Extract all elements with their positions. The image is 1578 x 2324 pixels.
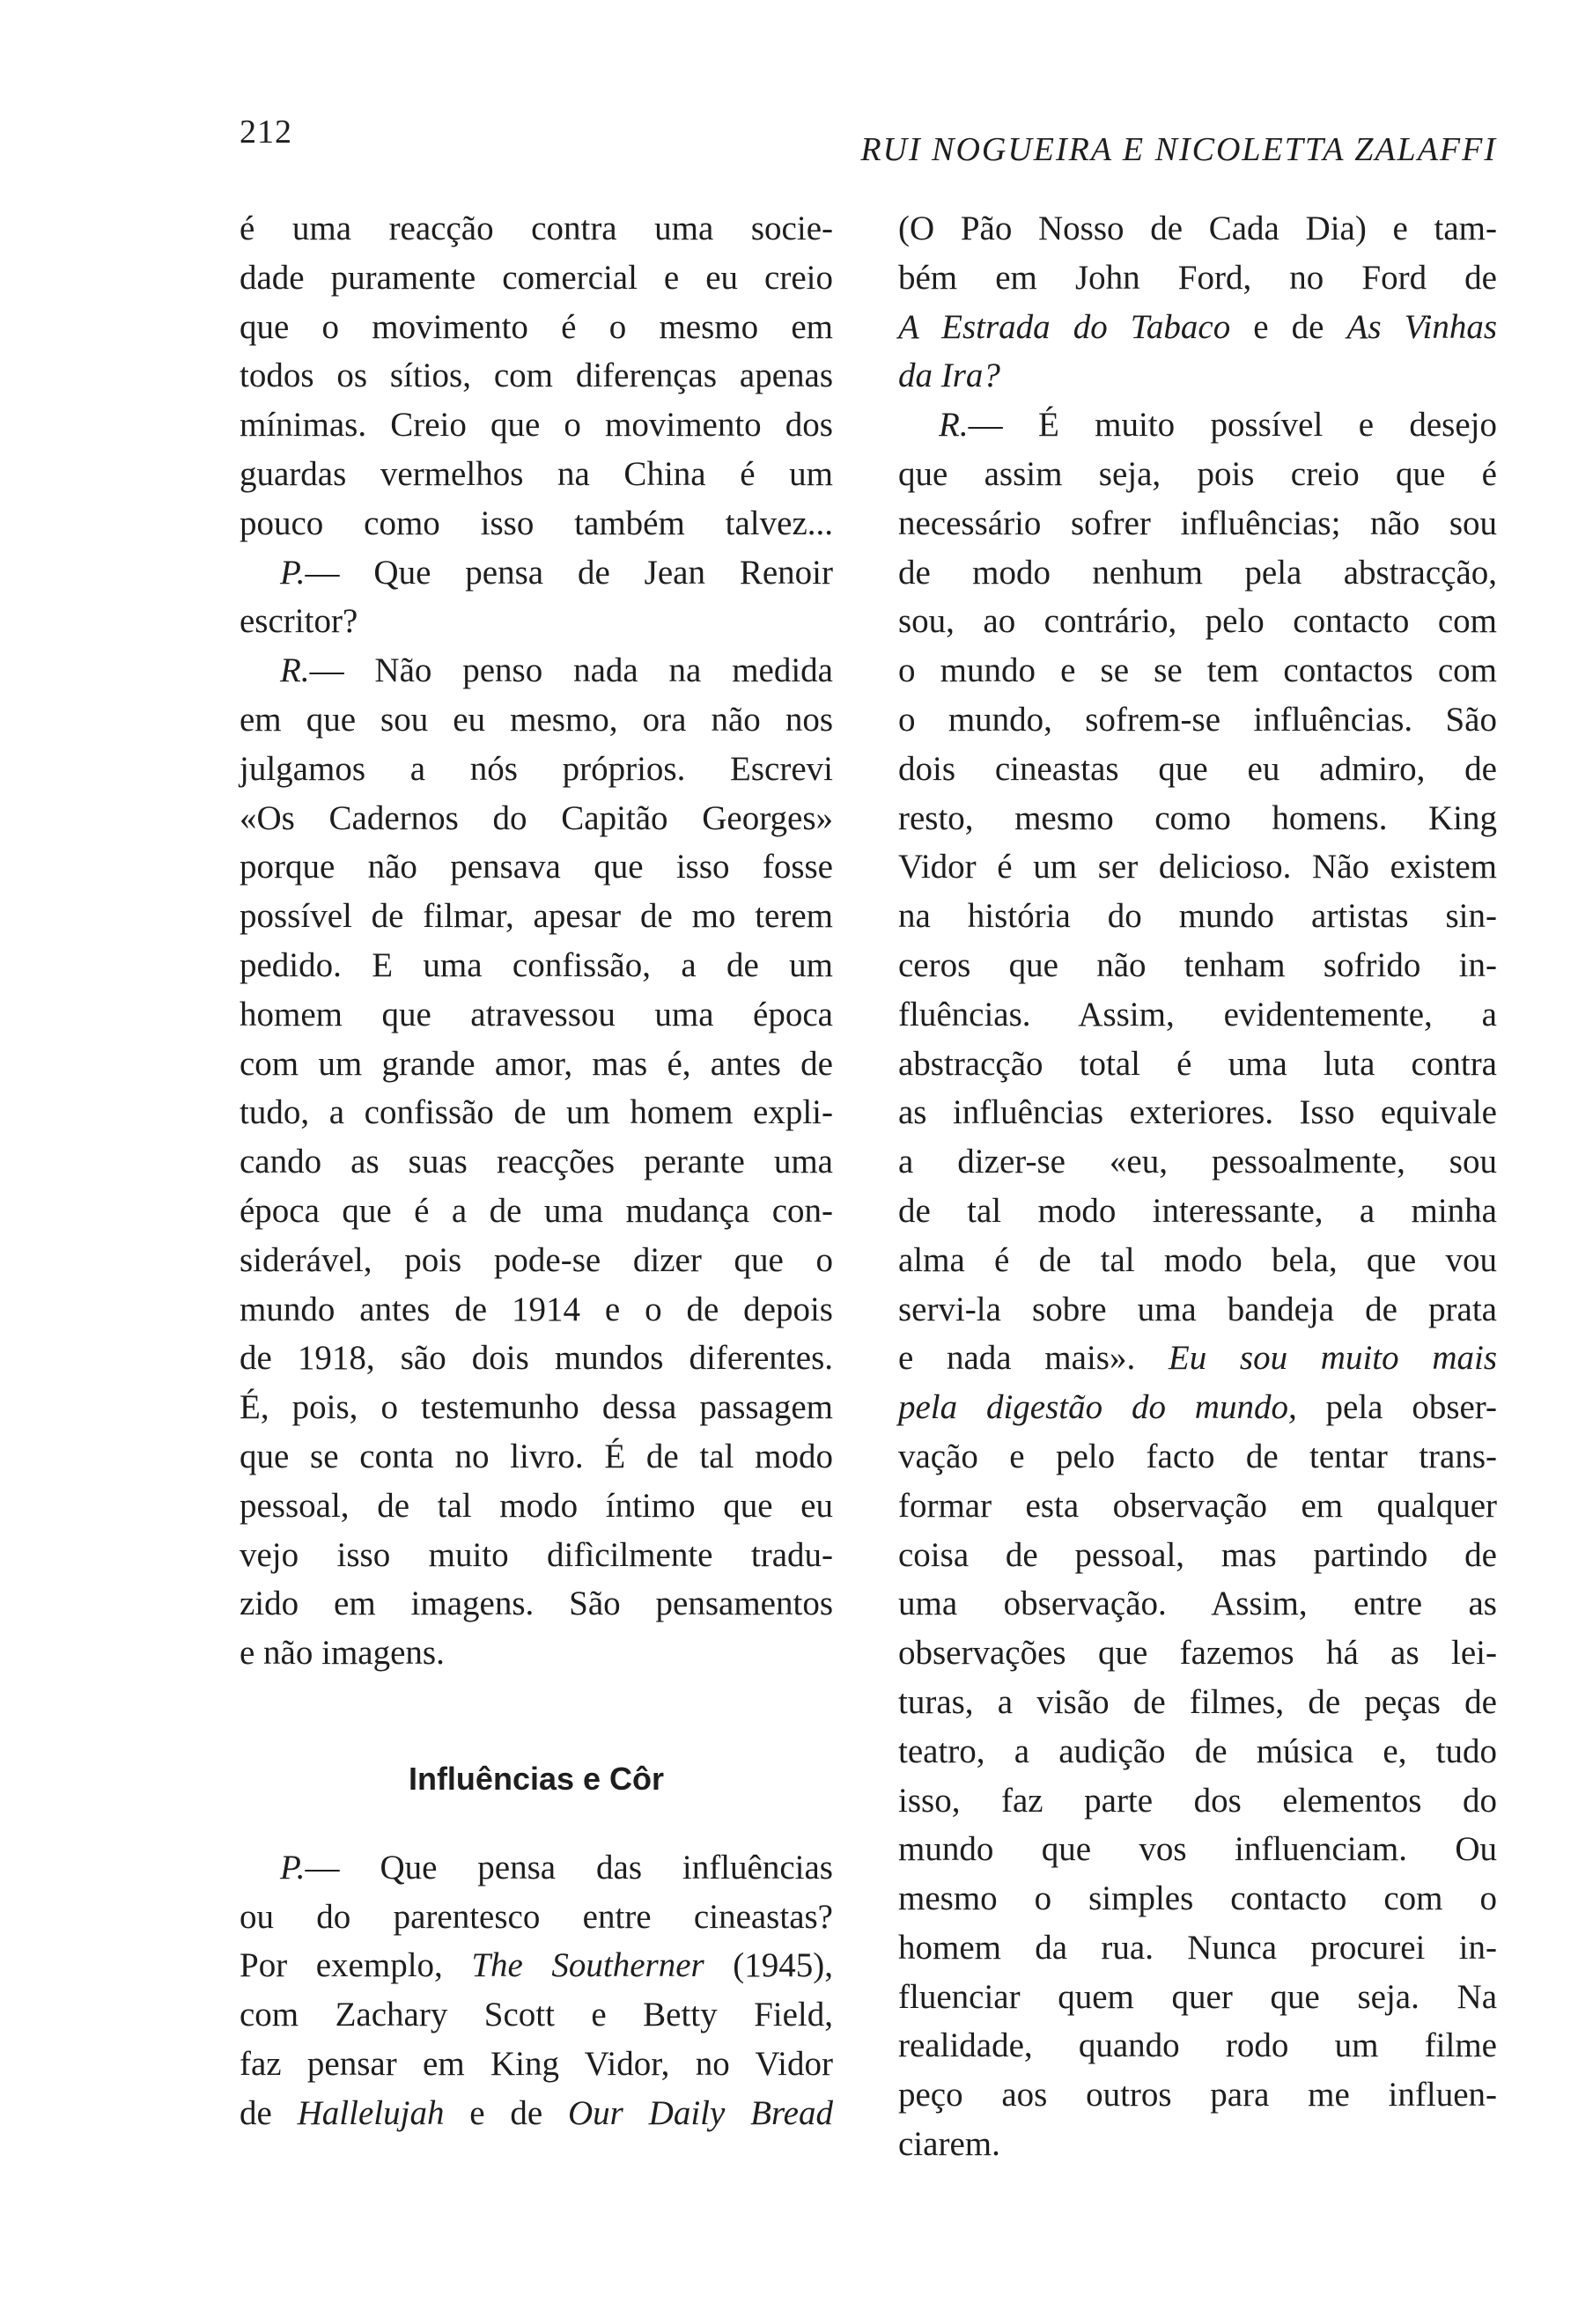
text-line: ou do parentesco entre cineastas? <box>240 1897 833 1936</box>
text-line <box>898 303 1497 352</box>
text-line: uma observação. Assim, entre as <box>898 1585 1497 1623</box>
text-line <box>898 1383 1497 1432</box>
text-line: zido em imagens. São pensamentos <box>240 1585 833 1623</box>
page-number: 212 <box>240 114 292 151</box>
text-line: cando as suas reacções perante uma <box>240 1143 833 1181</box>
text-line: a dizer-se «eu, pessoalmente, sou <box>898 1143 1497 1181</box>
film-title: Our Daily Bread <box>568 2093 833 2132</box>
text-line: época que é a de uma mudança con- <box>240 1191 833 1230</box>
film-title: A Estrada do Tabaco <box>898 307 1231 346</box>
text-fragment: — Que pensa de Jean Renoir <box>305 553 833 592</box>
text-line: que se conta no livro. É de tal modo <box>240 1437 833 1475</box>
text-line: de 1918, são dois mundos diferentes. <box>240 1339 833 1378</box>
text-line: o mundo e se se tem contactos com <box>898 651 1497 690</box>
text-line: possível de filmar, apesar de mo terem <box>240 897 833 936</box>
text-line: coisa de pessoal, mas partindo de <box>898 1535 1497 1574</box>
text-line: Vidor é um ser delicioso. Não existem <box>898 848 1497 886</box>
text-fragment: Por exemplo, <box>240 1946 443 1985</box>
text-line: fluências. Assim, evidentemente, a <box>898 995 1497 1033</box>
answer-line <box>240 646 833 695</box>
text-fragment: — É muito possível e desejo <box>968 406 1497 445</box>
question-line <box>240 548 833 598</box>
film-title: The Southerner <box>471 1946 704 1985</box>
text-fragment: e de <box>469 2093 543 2132</box>
running-head: RUI NOGUEIRA E NICOLETTA ZALAFFI <box>860 131 1497 168</box>
text-line: dois cineastas que eu admiro, de <box>898 749 1497 788</box>
right-column <box>898 204 1497 2169</box>
text-line: que o movimento é o mesmo em <box>240 307 833 346</box>
text-line: siderável, pois pode-se dizer que o <box>240 1240 833 1279</box>
emphasis: pela digestão do mundo, <box>898 1388 1297 1427</box>
text-line: homem que atravessou uma época <box>240 995 833 1033</box>
text-line: mundo que vos influenciam. Ou <box>898 1830 1497 1869</box>
text-line: alma é de tal modo bela, que vou <box>898 1240 1497 1279</box>
text-line: necessário sofrer influências; não sou <box>898 504 1497 542</box>
film-title: As Vinhas <box>1346 307 1498 346</box>
speaker-tag: P. <box>280 553 306 592</box>
text-fragment: — Não penso nada na medida <box>309 651 833 690</box>
text-line: com um grande amor, mas é, antes de <box>240 1044 833 1083</box>
text-fragment: (1945), <box>733 1946 834 1985</box>
text-fragment: — Que pensa das influências <box>305 1848 833 1886</box>
text-line: é uma reacção contra uma socie- <box>240 210 833 247</box>
text-line: vação e pelo facto de tentar trans- <box>898 1437 1497 1475</box>
section-title: Influências e Côr <box>408 1760 665 1797</box>
text-line: as influências exteriores. Isso equivale <box>898 1093 1497 1132</box>
speaker-tag: R. <box>280 651 310 690</box>
text-line: bém em John Ford, no Ford de <box>898 258 1497 297</box>
text-line: de tal modo interessante, a minha <box>898 1191 1497 1230</box>
text-line: mínimas. Creio que o movimento dos <box>240 406 833 445</box>
text-line: tudo, a confissão de um homem expli- <box>240 1093 833 1132</box>
text-line: vejo isso muito difìcilmente tradu- <box>240 1535 833 1574</box>
speaker-tag: P. <box>280 1848 306 1886</box>
text-line: faz pensar em King Vidor, no Vidor <box>240 2044 833 2083</box>
text-line: julgamos a nós próprios. Escrevi <box>240 749 833 788</box>
text-line: todos os sítios, com diferenças apenas <box>240 357 833 395</box>
film-title: da Ira? <box>898 357 1000 395</box>
text-line: pedido. E uma confissão, a de um <box>240 945 833 984</box>
text-line <box>240 1941 833 1990</box>
emphasis: Eu sou muito mais <box>1168 1339 1498 1378</box>
text-line: turas, a visão de filmes, de peças de <box>898 1682 1497 1721</box>
text-line: guardas vermelhos na China é um <box>240 454 833 493</box>
text-fragment: de <box>240 2093 272 2132</box>
text-line: É, pois, o testemunho dessa passagem <box>240 1388 833 1427</box>
text-line: realidade, quando rodo um filme <box>898 2026 1497 2065</box>
film-title: Hallelujah <box>297 2093 445 2132</box>
text-line: pessoal, de tal modo íntimo que eu <box>240 1486 833 1525</box>
text-line: resto, mesmo como homens. King <box>898 798 1497 837</box>
text-line: abstracção total é uma luta contra <box>898 1044 1497 1083</box>
text-line: na história do mundo artistas sin- <box>898 897 1497 936</box>
text-line: fluenciar quem quer que seja. Na <box>898 1977 1497 2016</box>
text-line: em que sou eu mesmo, ora não nos <box>240 700 833 739</box>
text-line: que assim seja, pois creio que é <box>898 454 1497 493</box>
text-line: homem da rua. Nunca procurei in- <box>898 1928 1497 1967</box>
text-fragment: e nada mais». <box>898 1339 1136 1378</box>
text-line: de modo nenhum pela abstracção, <box>898 553 1497 592</box>
text-line <box>898 1334 1497 1383</box>
speaker-tag: R. <box>939 406 969 445</box>
text-fragment: e de <box>1253 307 1324 346</box>
text-line: ceros que não tenham sofrido in- <box>898 945 1497 984</box>
text-line: (O Pão Nosso de Cada Dia) e tam- <box>898 210 1497 247</box>
text-line: com Zachary Scott e Betty Field, <box>240 1996 833 2034</box>
text-line: sou, ao contrário, pelo contacto com <box>898 602 1497 641</box>
text-line: «Os Cadernos do Capitão Georges» <box>240 798 833 837</box>
text-line: escritor? <box>240 602 358 641</box>
text-line: peço aos outros para me influen- <box>898 2076 1497 2114</box>
left-column <box>240 204 833 2137</box>
text-line: servi-la sobre uma bandeja de prata <box>898 1290 1497 1328</box>
text-line: isso, faz parte dos elementos do <box>898 1781 1497 1820</box>
spacer <box>240 1678 833 1727</box>
text-line: observações que fazemos há as lei- <box>898 1634 1497 1673</box>
question-line <box>240 1843 833 1893</box>
text-line: mesmo o simples contacto com o <box>898 1879 1497 1918</box>
text-line <box>240 2089 833 2138</box>
text-line: o mundo, sofrem-se influências. São <box>898 700 1497 739</box>
text-line: ciarem. <box>898 2125 1000 2164</box>
text-line: formar esta observação em qualquer <box>898 1486 1497 1525</box>
text-fragment: pela obser- <box>1325 1388 1497 1427</box>
text-line: teatro, a audição de música e, tudo <box>898 1732 1497 1770</box>
answer-line <box>898 401 1497 450</box>
text-line: mundo antes de 1914 e o de depois <box>240 1290 833 1328</box>
text-line: pouco como isso também talvez... <box>240 504 833 542</box>
text-line: dade puramente comercial e eu creio <box>240 258 833 297</box>
text-line: e não imagens. <box>240 1634 445 1673</box>
text-line: porque não pensava que isso fosse <box>240 848 833 886</box>
